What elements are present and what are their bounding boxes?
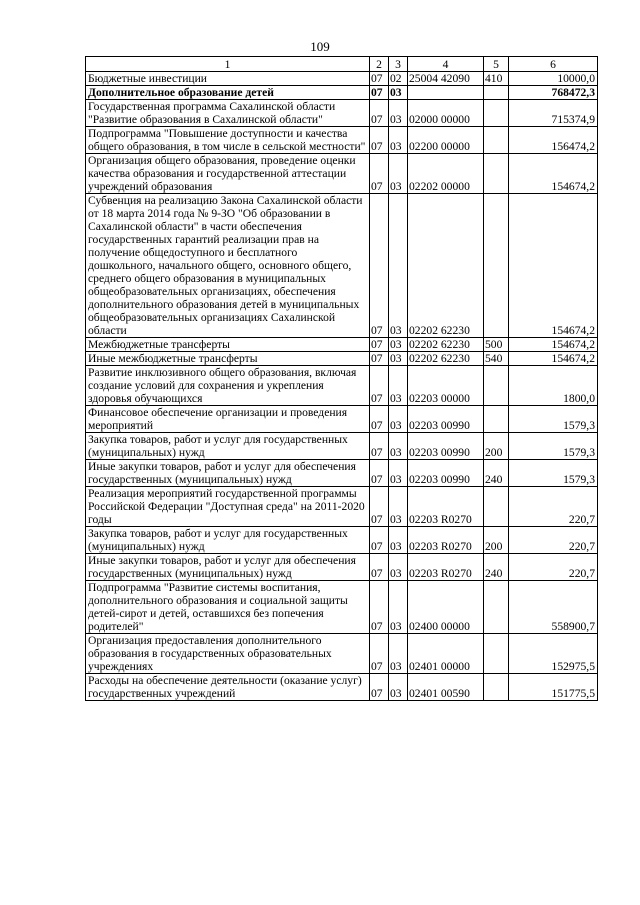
column-header: 6 bbox=[509, 57, 598, 72]
row-subsection-cell: 03 bbox=[389, 527, 408, 554]
row-subsection-cell: 03 bbox=[389, 127, 408, 154]
row-expense-type-cell bbox=[484, 366, 509, 406]
row-expense-type-cell bbox=[484, 127, 509, 154]
row-target-article-cell: 02202 62230 bbox=[408, 194, 484, 338]
row-name-cell: Государственная программа Сахалинской области "Развитие образования в Сахалинской области" bbox=[86, 100, 370, 127]
row-section-cell: 07 bbox=[370, 100, 389, 127]
row-section-cell: 07 bbox=[370, 127, 389, 154]
row-name-cell: Развитие инклюзивного общего образования, включая создание условий для сохранения и укрепления здоровья обучающихся bbox=[86, 366, 370, 406]
row-name-cell: Иные закупки товаров, работ и услуг для обеспечения государственных (муниципальных) нужд bbox=[86, 554, 370, 581]
row-section-cell: 07 bbox=[370, 366, 389, 406]
row-subsection-cell: 03 bbox=[389, 100, 408, 127]
row-section-cell: 07 bbox=[370, 194, 389, 338]
row-sum-cell: 220,7 bbox=[509, 527, 598, 554]
row-target-article-cell: 02200 00000 bbox=[408, 127, 484, 154]
row-sum-cell: 1579,3 bbox=[509, 433, 598, 460]
row-name-cell: Реализация мероприятий государственной программы Российской Федерации "Доступная среда" на 2011-2020 годы bbox=[86, 487, 370, 527]
row-expense-type-cell: 240 bbox=[484, 460, 509, 487]
row-sum-cell: 154674,2 bbox=[509, 352, 598, 366]
row-section-cell: 07 bbox=[370, 460, 389, 487]
row-target-article-cell: 02000 00000 bbox=[408, 100, 484, 127]
row-subsection-cell: 03 bbox=[389, 554, 408, 581]
row-target-article-cell: 02203 00990 bbox=[408, 406, 484, 433]
row-expense-type-cell bbox=[484, 674, 509, 701]
row-name-cell: Подпрограмма "Развитие системы воспитания, дополнительного образования и социальной защиты детей-сирот и детей, оставшихся без попечения родителей" bbox=[86, 581, 370, 634]
row-expense-type-cell: 200 bbox=[484, 433, 509, 460]
row-subsection-cell: 03 bbox=[389, 581, 408, 634]
row-subsection-cell: 03 bbox=[389, 352, 408, 366]
row-sum-cell: 1579,3 bbox=[509, 460, 598, 487]
row-section-cell: 07 bbox=[370, 86, 389, 100]
row-sum-cell: 220,7 bbox=[509, 487, 598, 527]
row-target-article-cell: 02203 00990 bbox=[408, 433, 484, 460]
row-target-article-cell: 25004 42090 bbox=[408, 72, 484, 86]
row-expense-type-cell bbox=[484, 194, 509, 338]
row-expense-type-cell bbox=[484, 581, 509, 634]
table-header-row bbox=[86, 57, 598, 72]
row-subsection-cell: 03 bbox=[389, 634, 408, 674]
row-name-cell: Закупка товаров, работ и услуг для государственных (муниципальных) нужд bbox=[86, 433, 370, 460]
row-sum-cell: 558900,7 bbox=[509, 581, 598, 634]
row-subsection-cell: 03 bbox=[389, 154, 408, 194]
table-row bbox=[86, 634, 598, 674]
row-expense-type-cell bbox=[484, 487, 509, 527]
table-row bbox=[86, 366, 598, 406]
row-target-article-cell: 02203 00000 bbox=[408, 366, 484, 406]
column-header: 5 bbox=[484, 57, 509, 72]
row-section-cell: 07 bbox=[370, 338, 389, 352]
row-expense-type-cell: 410 bbox=[484, 72, 509, 86]
table-row bbox=[86, 433, 598, 460]
row-name-cell: Иные межбюджетные трансферты bbox=[86, 352, 370, 366]
row-subsection-cell: 03 bbox=[389, 487, 408, 527]
row-target-article-cell: 02401 00000 bbox=[408, 634, 484, 674]
table-row bbox=[86, 194, 598, 338]
row-subsection-cell: 02 bbox=[389, 72, 408, 86]
row-section-cell: 07 bbox=[370, 527, 389, 554]
column-header: 1 bbox=[86, 57, 370, 72]
row-target-article-cell: 02202 00000 bbox=[408, 154, 484, 194]
row-subsection-cell: 03 bbox=[389, 86, 408, 100]
row-subsection-cell: 03 bbox=[389, 194, 408, 338]
budget-table bbox=[85, 56, 598, 701]
page-number: 109 bbox=[310, 39, 330, 54]
row-sum-cell: 220,7 bbox=[509, 554, 598, 581]
table-row bbox=[86, 338, 598, 352]
row-sum-cell: 152975,5 bbox=[509, 634, 598, 674]
row-sum-cell: 1579,3 bbox=[509, 406, 598, 433]
row-sum-cell: 154674,2 bbox=[509, 338, 598, 352]
row-subsection-cell: 03 bbox=[389, 674, 408, 701]
row-name-cell: Дополнительное образование детей bbox=[86, 86, 370, 100]
row-name-cell: Иные закупки товаров, работ и услуг для обеспечения государственных (муниципальных) нужд bbox=[86, 460, 370, 487]
row-sum-cell: 768472,3 bbox=[509, 86, 598, 100]
row-name-cell: Бюджетные инвестиции bbox=[86, 72, 370, 86]
row-target-article-cell: 02203 R0270 bbox=[408, 554, 484, 581]
row-subsection-cell: 03 bbox=[389, 460, 408, 487]
table-row bbox=[86, 352, 598, 366]
table-row bbox=[86, 72, 598, 86]
row-name-cell: Межбюджетные трансферты bbox=[86, 338, 370, 352]
row-subsection-cell: 03 bbox=[389, 433, 408, 460]
row-section-cell: 07 bbox=[370, 352, 389, 366]
row-name-cell: Подпрограмма "Повышение доступности и качества общего образования, в том числе в сельской местности" bbox=[86, 127, 370, 154]
row-expense-type-cell: 500 bbox=[484, 338, 509, 352]
table-row bbox=[86, 487, 598, 527]
table-body bbox=[86, 57, 598, 701]
row-name-cell: Субвенция на реализацию Закона Сахалинской области от 18 марта 2014 года № 9-ЗО "Об образовании в Сахалинской области" в части обеспечения государственных гарантий реализации прав на получение общедоступного и бесплатного дошкольного, начального общего, основного общего, среднего общего образования в муниципальных общеобразовательных организациях, обеспечения дополнительного образования детей в муниципальных общеобразовательных организациях Сахалинской области bbox=[86, 194, 370, 338]
row-sum-cell: 151775,5 bbox=[509, 674, 598, 701]
row-sum-cell: 715374,9 bbox=[509, 100, 598, 127]
row-sum-cell: 154674,2 bbox=[509, 154, 598, 194]
row-subsection-cell: 03 bbox=[389, 338, 408, 352]
row-target-article-cell: 02203 00990 bbox=[408, 460, 484, 487]
row-target-article-cell: 02202 62230 bbox=[408, 338, 484, 352]
row-expense-type-cell bbox=[484, 100, 509, 127]
row-subsection-cell: 03 bbox=[389, 406, 408, 433]
table-row bbox=[86, 581, 598, 634]
table-row bbox=[86, 460, 598, 487]
column-header: 4 bbox=[408, 57, 484, 72]
table-row bbox=[86, 86, 598, 100]
row-name-cell: Организация общего образования, проведение оценки качества образования и государственной аттестации учреждений образования bbox=[86, 154, 370, 194]
row-target-article-cell: 02401 00590 bbox=[408, 674, 484, 701]
row-section-cell: 07 bbox=[370, 487, 389, 527]
row-section-cell: 07 bbox=[370, 554, 389, 581]
row-section-cell: 07 bbox=[370, 154, 389, 194]
row-section-cell: 07 bbox=[370, 581, 389, 634]
row-expense-type-cell bbox=[484, 154, 509, 194]
row-name-cell: Закупка товаров, работ и услуг для государственных (муниципальных) нужд bbox=[86, 527, 370, 554]
column-header: 2 bbox=[370, 57, 389, 72]
table-row bbox=[86, 154, 598, 194]
row-name-cell: Финансовое обеспечение организации и проведения мероприятий bbox=[86, 406, 370, 433]
table-row bbox=[86, 406, 598, 433]
row-name-cell: Расходы на обеспечение деятельности (оказание услуг) государственных учреждений bbox=[86, 674, 370, 701]
table-row bbox=[86, 674, 598, 701]
row-expense-type-cell bbox=[484, 86, 509, 100]
row-sum-cell: 156474,2 bbox=[509, 127, 598, 154]
row-section-cell: 07 bbox=[370, 433, 389, 460]
row-target-article-cell: 02202 62230 bbox=[408, 352, 484, 366]
row-target-article-cell bbox=[408, 86, 484, 100]
row-target-article-cell: 02203 R0270 bbox=[408, 527, 484, 554]
scan-noise bbox=[0, 893, 640, 899]
row-expense-type-cell bbox=[484, 634, 509, 674]
row-expense-type-cell: 200 bbox=[484, 527, 509, 554]
row-expense-type-cell: 540 bbox=[484, 352, 509, 366]
row-expense-type-cell bbox=[484, 406, 509, 433]
row-sum-cell: 154674,2 bbox=[509, 194, 598, 338]
row-section-cell: 07 bbox=[370, 674, 389, 701]
row-sum-cell: 10000,0 bbox=[509, 72, 598, 86]
table-row bbox=[86, 527, 598, 554]
row-section-cell: 07 bbox=[370, 406, 389, 433]
row-name-cell: Организация предоставления дополнительного образования в государственных образовательных учреждениях bbox=[86, 634, 370, 674]
row-section-cell: 07 bbox=[370, 72, 389, 86]
row-expense-type-cell: 240 bbox=[484, 554, 509, 581]
row-target-article-cell: 02400 00000 bbox=[408, 581, 484, 634]
table-row bbox=[86, 100, 598, 127]
column-header: 3 bbox=[389, 57, 408, 72]
row-subsection-cell: 03 bbox=[389, 366, 408, 406]
row-sum-cell: 1800,0 bbox=[509, 366, 598, 406]
table-row bbox=[86, 554, 598, 581]
table-row bbox=[86, 127, 598, 154]
row-target-article-cell: 02203 R0270 bbox=[408, 487, 484, 527]
row-section-cell: 07 bbox=[370, 634, 389, 674]
